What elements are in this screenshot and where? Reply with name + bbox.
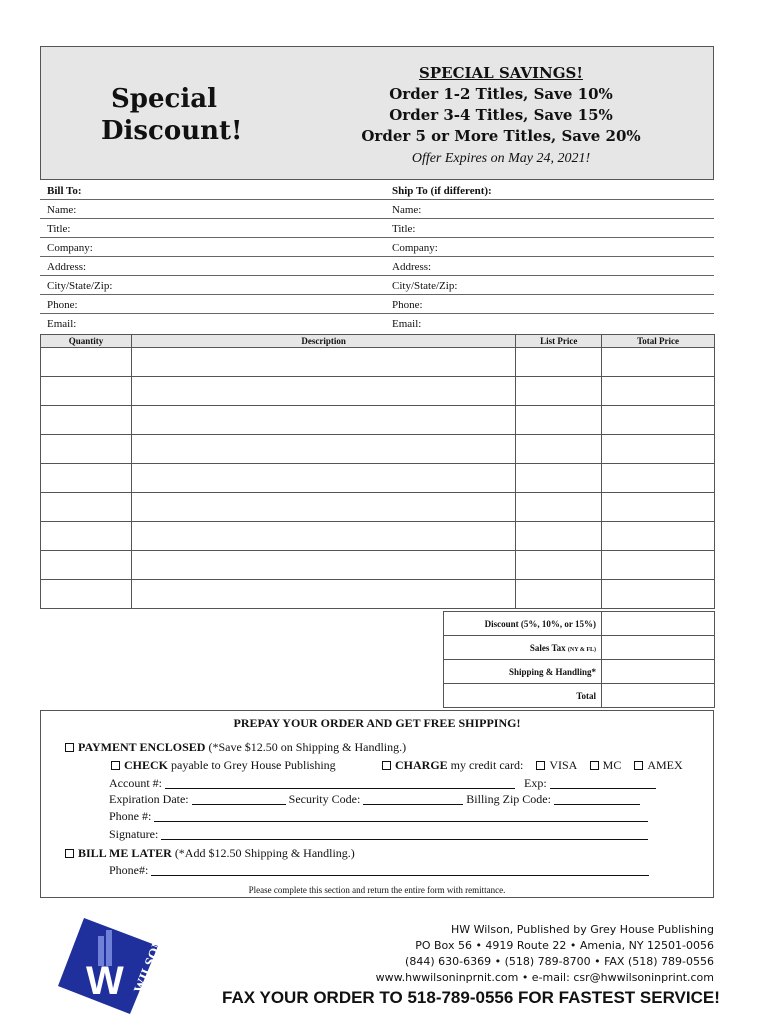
phone2-input[interactable] bbox=[151, 865, 649, 876]
table-row bbox=[41, 377, 715, 406]
sales-tax-text: Sales Tax bbox=[529, 642, 566, 653]
billing-zip-input[interactable] bbox=[554, 794, 640, 805]
logo-wilson-text: WILSON bbox=[131, 936, 168, 996]
payment-enclosed-note: (*Save $12.50 on Shipping & Handling.) bbox=[208, 740, 407, 754]
list-price-cell[interactable] bbox=[516, 348, 602, 377]
address-row-phone[interactable] bbox=[40, 295, 714, 314]
check-checkbox[interactable] bbox=[111, 761, 120, 770]
quantity-cell[interactable] bbox=[41, 348, 132, 377]
description-cell[interactable] bbox=[131, 406, 515, 435]
description-cell[interactable] bbox=[131, 377, 515, 406]
quantity-header: Quantity bbox=[41, 335, 132, 348]
table-row bbox=[41, 435, 715, 464]
exp-label: Exp: bbox=[524, 776, 547, 790]
quantity-cell[interactable] bbox=[41, 406, 132, 435]
description-cell[interactable] bbox=[131, 348, 515, 377]
savings-tiers bbox=[346, 63, 656, 147]
quantity-cell[interactable] bbox=[41, 551, 132, 580]
ship-title-label: Title: bbox=[392, 223, 416, 235]
bill-phone-label: Phone: bbox=[47, 299, 78, 311]
total-price-cell[interactable] bbox=[602, 406, 715, 435]
list-price-cell[interactable] bbox=[516, 551, 602, 580]
description-cell[interactable] bbox=[131, 493, 515, 522]
description-cell[interactable] bbox=[131, 551, 515, 580]
expiration-label: Expiration Date: bbox=[109, 792, 189, 806]
payment-enclosed-label: PAYMENT ENCLOSED bbox=[78, 740, 206, 754]
company-web-email: www.hwwilsoninprnit.com • e-mail: csr@hwwilsoninprint.com bbox=[375, 971, 714, 984]
discount-row bbox=[444, 612, 715, 636]
charge-line bbox=[382, 758, 683, 773]
ship-phone-label: Phone: bbox=[392, 299, 423, 311]
list-price-cell[interactable] bbox=[516, 435, 602, 464]
account-line bbox=[109, 776, 656, 791]
check-note: payable to Grey House Publishing bbox=[171, 758, 336, 772]
amex-label: AMEX bbox=[647, 758, 683, 772]
company-info bbox=[376, 922, 714, 986]
charge-note: my credit card: bbox=[450, 758, 524, 772]
address-row-title[interactable] bbox=[40, 219, 714, 238]
bill-to-label: Bill To: bbox=[47, 185, 82, 197]
visa-label: VISA bbox=[549, 758, 577, 772]
check-line bbox=[111, 758, 336, 773]
hw-wilson-logo bbox=[58, 918, 168, 1014]
table-row bbox=[41, 464, 715, 493]
items-header-row bbox=[41, 335, 715, 348]
savings-tier-3: Order 5 or More Titles, Save 20% bbox=[361, 127, 641, 145]
total-label: Total bbox=[444, 684, 602, 708]
total-price-cell[interactable] bbox=[602, 464, 715, 493]
account-input[interactable] bbox=[165, 778, 515, 789]
company-address: PO Box 56 • 4919 Route 22 • Amenia, NY 12501-0056 bbox=[415, 939, 714, 952]
list-price-cell[interactable] bbox=[516, 377, 602, 406]
special-discount-banner bbox=[40, 46, 714, 180]
payment-enclosed-checkbox[interactable] bbox=[65, 743, 74, 752]
sales-tax-note: (NY & FL) bbox=[567, 646, 596, 653]
ship-company-label: Company: bbox=[392, 242, 438, 254]
total-price-cell[interactable] bbox=[602, 377, 715, 406]
discount-line: Discount! bbox=[101, 116, 243, 146]
table-row bbox=[41, 493, 715, 522]
table-row bbox=[41, 580, 715, 609]
prepay-heading: PREPAY YOUR ORDER AND GET FREE SHIPPING! bbox=[233, 716, 521, 730]
table-row bbox=[41, 551, 715, 580]
shipping-label: Shipping & Handling* bbox=[444, 660, 602, 684]
phone-label: Phone #: bbox=[109, 809, 152, 823]
phone-input[interactable] bbox=[154, 811, 648, 822]
special-discount-title bbox=[101, 83, 243, 147]
expiration-line bbox=[109, 792, 640, 807]
total-price-cell[interactable] bbox=[602, 522, 715, 551]
table-row bbox=[41, 522, 715, 551]
table-row bbox=[41, 406, 715, 435]
ship-email-label: Email: bbox=[392, 318, 422, 330]
bill-name-label: Name: bbox=[47, 204, 77, 216]
ship-to-label: Ship To (if different): bbox=[392, 185, 492, 197]
list-price-header: List Price bbox=[516, 335, 602, 348]
security-label: Security Code: bbox=[288, 792, 361, 806]
description-cell[interactable] bbox=[131, 522, 515, 551]
amex-checkbox[interactable] bbox=[634, 761, 643, 770]
offer-expiration: Offer Expires on May 24, 2021! bbox=[411, 151, 591, 166]
list-price-cell[interactable] bbox=[516, 580, 602, 609]
special-line: Special bbox=[111, 84, 217, 114]
description-cell[interactable] bbox=[131, 580, 515, 609]
ship-city-label: City/State/Zip: bbox=[392, 280, 458, 292]
bill-address-label: Address: bbox=[47, 261, 87, 273]
security-input[interactable] bbox=[363, 794, 463, 805]
check-label: CHECK bbox=[124, 758, 169, 772]
order-items-table bbox=[40, 334, 715, 609]
sales-tax-label bbox=[444, 636, 602, 660]
expiration-input[interactable] bbox=[192, 794, 286, 805]
order-totals bbox=[443, 611, 715, 708]
address-header-row bbox=[40, 181, 714, 200]
company-line: HW Wilson, Published by Grey House Publishing bbox=[450, 923, 714, 936]
sales-tax-row bbox=[444, 636, 715, 660]
quantity-cell[interactable] bbox=[41, 522, 132, 551]
total-value[interactable] bbox=[602, 684, 715, 708]
mc-label: MC bbox=[602, 758, 622, 772]
savings-tier-1: Order 1-2 Titles, Save 10% bbox=[389, 85, 613, 103]
description-header: Description bbox=[131, 335, 515, 348]
exp-input[interactable] bbox=[550, 778, 656, 789]
bill-later-checkbox[interactable] bbox=[65, 849, 74, 858]
total-price-cell[interactable] bbox=[602, 435, 715, 464]
discount-value[interactable] bbox=[602, 612, 715, 636]
quantity-cell[interactable] bbox=[41, 493, 132, 522]
charge-label: CHARGE bbox=[395, 758, 448, 772]
list-price-cell[interactable] bbox=[516, 406, 602, 435]
shipping-value[interactable] bbox=[602, 660, 715, 684]
billing-zip-label: Billing Zip Code: bbox=[466, 792, 551, 806]
bill-later-line bbox=[65, 846, 355, 861]
address-row-name[interactable] bbox=[40, 200, 714, 219]
fax-order-banner: FAX YOUR ORDER TO 518-789-0556 FOR FASTEST SERVICE! bbox=[222, 988, 720, 1007]
discount-label: Discount (5%, 10%, or 15%) bbox=[444, 612, 602, 636]
payment-section bbox=[40, 710, 714, 898]
bill-later-label: BILL ME LATER bbox=[78, 846, 172, 860]
phone-line bbox=[109, 809, 648, 824]
remittance-note: Please complete this section and return the entire form with remittance. bbox=[248, 885, 506, 895]
bill-title-label: Title: bbox=[47, 223, 71, 235]
logo-w-letter: W bbox=[86, 959, 124, 1003]
total-price-cell[interactable] bbox=[602, 580, 715, 609]
signature-line bbox=[109, 827, 648, 842]
quantity-cell[interactable] bbox=[41, 377, 132, 406]
total-price-cell[interactable] bbox=[602, 348, 715, 377]
total-row bbox=[444, 684, 715, 708]
total-price-cell[interactable] bbox=[602, 551, 715, 580]
total-price-header: Total Price bbox=[602, 335, 715, 348]
bill-company-label: Company: bbox=[47, 242, 93, 254]
list-price-cell[interactable] bbox=[516, 493, 602, 522]
phone2-label: Phone#: bbox=[109, 863, 149, 877]
table-row bbox=[41, 348, 715, 377]
ship-address-label: Address: bbox=[392, 261, 432, 273]
quantity-cell[interactable] bbox=[41, 580, 132, 609]
bill-city-label: City/State/Zip: bbox=[47, 280, 113, 292]
total-price-cell[interactable] bbox=[602, 493, 715, 522]
address-row-company[interactable] bbox=[40, 238, 714, 257]
mc-checkbox[interactable] bbox=[590, 761, 599, 770]
account-label: Account #: bbox=[109, 776, 162, 790]
address-row-address[interactable] bbox=[40, 257, 714, 276]
savings-tier-2: Order 3-4 Titles, Save 15% bbox=[389, 106, 613, 124]
list-price-cell[interactable] bbox=[516, 464, 602, 493]
list-price-cell[interactable] bbox=[516, 522, 602, 551]
description-cell[interactable] bbox=[131, 435, 515, 464]
payment-enclosed-line bbox=[65, 740, 406, 755]
quantity-cell[interactable] bbox=[41, 464, 132, 493]
company-phones: (844) 630-6369 • (518) 789-8700 • FAX (518) 789-0556 bbox=[405, 955, 714, 968]
signature-input[interactable] bbox=[161, 829, 648, 840]
bill-email-label: Email: bbox=[47, 318, 77, 330]
address-row-city[interactable] bbox=[40, 276, 714, 295]
shipping-row bbox=[444, 660, 715, 684]
description-cell[interactable] bbox=[131, 464, 515, 493]
savings-heading: SPECIAL SAVINGS! bbox=[419, 64, 583, 82]
address-row-email[interactable] bbox=[40, 314, 714, 333]
charge-checkbox[interactable] bbox=[382, 761, 391, 770]
quantity-cell[interactable] bbox=[41, 435, 132, 464]
bill-later-note: (*Add $12.50 Shipping & Handling.) bbox=[174, 846, 355, 860]
visa-checkbox[interactable] bbox=[536, 761, 545, 770]
signature-label: Signature: bbox=[109, 827, 159, 841]
ship-name-label: Name: bbox=[392, 204, 422, 216]
sales-tax-value[interactable] bbox=[602, 636, 715, 660]
phone2-line bbox=[109, 863, 649, 878]
